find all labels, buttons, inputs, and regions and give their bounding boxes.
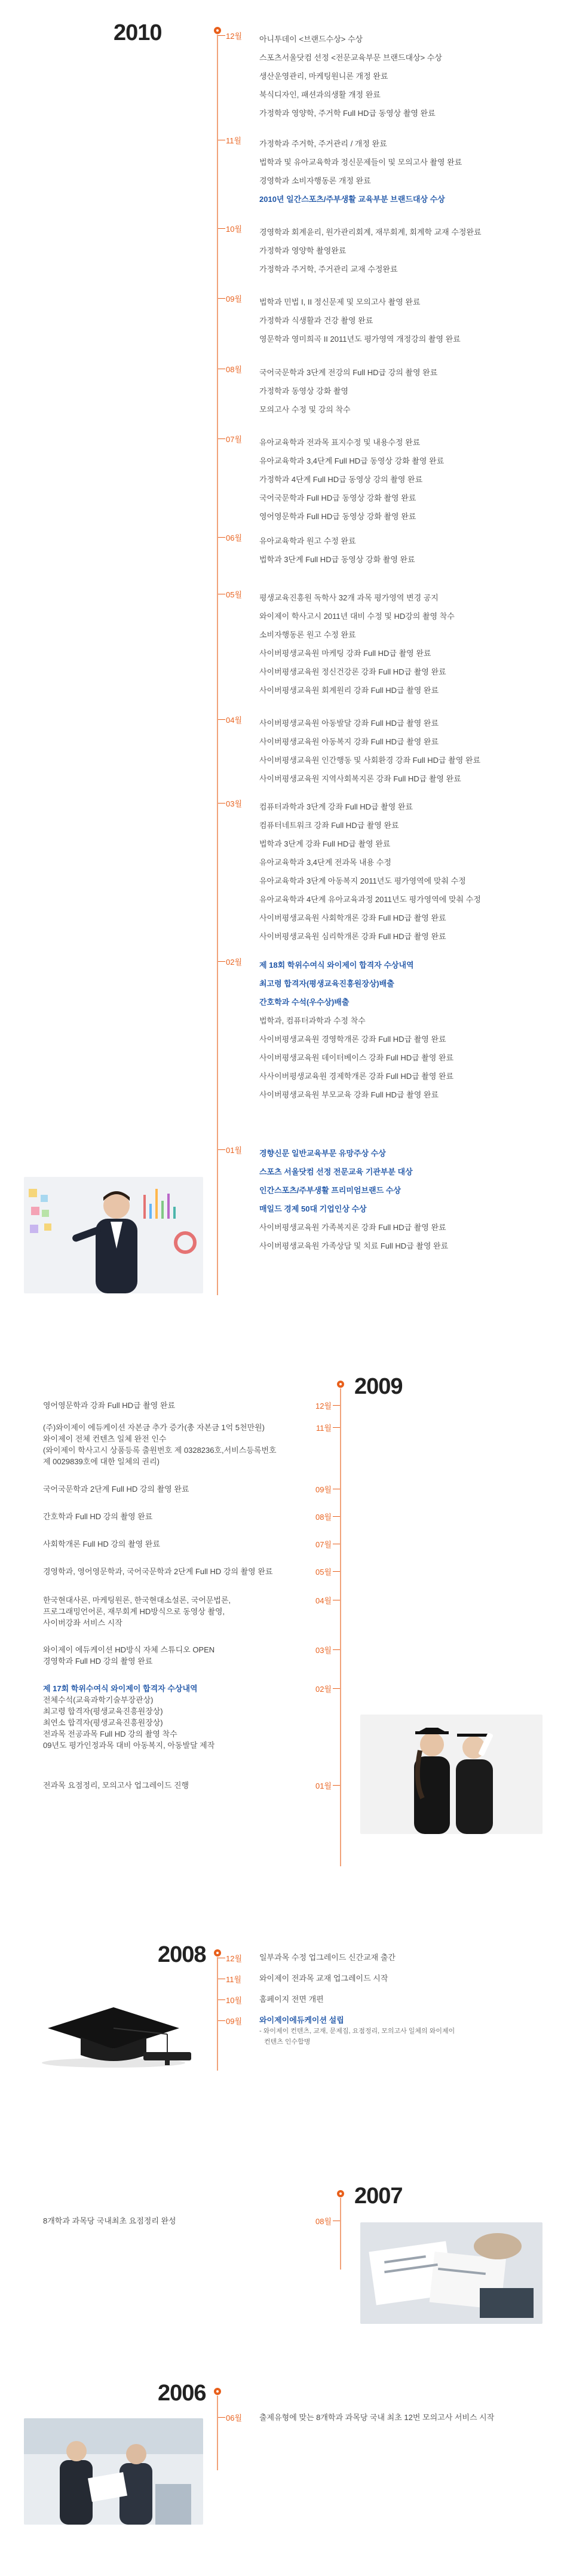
timeline-entry: 전체수석(교육과학기술부장관상) xyxy=(43,1695,154,1704)
timeline-entry: 제 18회 학위수여식 와이제이 합격자 수상내역 xyxy=(259,961,414,970)
timeline-entry: 유아교육학과 원고 수정 완료 xyxy=(259,536,356,545)
timeline-entry: 사이버평생교육원 지역사회복지론 강좌 Full HD급 촬영 완료 xyxy=(259,774,461,783)
timeline-entry: 09년도 평가인정과목 대비 아동복지, 아동발달 제작 xyxy=(43,1741,215,1750)
month-label: 09월 xyxy=(226,295,243,303)
timeline-entry: 최고령 합격자(평생교육진흥원장상) xyxy=(43,1707,163,1716)
timeline-entry: 국어국문학과 2단계 Full HD 강의 촬영 완료 xyxy=(43,1485,189,1494)
month-label: 07월 xyxy=(226,435,243,444)
timeline-entry: 가정학과 주거학, 주거관리 / 개정 완료 xyxy=(259,139,387,148)
timeline-entry: 사이버평생교육원 인간행동 및 사회환경 강좌 Full HD급 촬영 완료 xyxy=(259,756,481,765)
month-tick-icon xyxy=(218,803,225,804)
month-tick-icon xyxy=(218,228,225,229)
month-label: 04월 xyxy=(315,1596,332,1605)
timeline-dot-icon xyxy=(214,2388,221,2395)
month-tick-icon xyxy=(218,2020,225,2021)
month-entries xyxy=(43,1483,357,1495)
year-2007-title: 2007 xyxy=(354,2184,403,2209)
month-label: 03월 xyxy=(226,799,243,808)
timeline-entry: 유아교육학과 전과목 표지수정 및 내용수정 완료 xyxy=(259,438,421,447)
timeline-entry: 8개학과 과목당 국내최초 요점정리 완성 xyxy=(43,2216,176,2225)
month-entries xyxy=(259,588,455,700)
month-label: 09월 xyxy=(315,1485,332,1494)
timeline-entry: 간호학과 Full HD 강의 촬영 완료 xyxy=(43,1512,153,1521)
timeline-entry: 영문학과 영미희곡 II 2011년도 평가영역 개정강의 촬영 완료 xyxy=(259,335,461,344)
year-2006-title: 2006 xyxy=(158,2381,206,2406)
timeline-entry: 컴퓨터과학과 3단계 강좌 Full HD급 촬영 완료 xyxy=(259,802,413,811)
timeline-entry: 제 17회 학위수여식 와이제이 합격자 수상내역 xyxy=(43,1684,198,1693)
timeline-entry: 국어국문학과 3단계 전강의 Full HD급 강의 촬영 완료 xyxy=(259,368,438,377)
month-entries xyxy=(43,1594,357,1629)
timeline-entry: 법학과 및 유아교육학과 정신문제들이 및 모의고사 촬영 완료 xyxy=(259,158,462,167)
month-label: 05월 xyxy=(226,590,243,599)
timeline-entry: 사이버평생교육원 정신건강론 강좌 Full HD급 촬영 완료 xyxy=(259,667,446,676)
month-entries xyxy=(259,30,442,122)
timeline-entry: 사이버평생교육원 심리학개론 강좌 Full HD급 촬영 완료 xyxy=(259,932,446,941)
timeline-entry: 사이버평생교육원 사회학개론 강좌 Full HD급 촬영 완료 xyxy=(259,913,446,922)
timeline-entry: 인간스포츠/주부생활 프리미엄브랜드 수상 xyxy=(259,1186,401,1195)
month-tick-icon xyxy=(218,298,225,299)
timeline-entry: 최고령 합격자(평생교육진흥원장상)배출 xyxy=(259,979,394,988)
timeline-entry: 간호학과 수석(우수상)배출 xyxy=(259,998,350,1007)
month-label: 10월 xyxy=(226,1996,243,2005)
timeline-entry: 스포츠서울닷컴 선정 <전문교육부문 브랜드대상> 수상 xyxy=(259,53,442,62)
businessman-photo xyxy=(24,1177,203,1293)
month-entries xyxy=(259,223,482,278)
timeline-entry: 북식디자인, 패션과의생활 개정 완료 xyxy=(259,90,381,99)
month-entries xyxy=(43,1780,357,1791)
timeline-line-2008 xyxy=(217,1957,218,2071)
timeline-entry: 사이버평생교육원 부모교육 강좌 Full HD급 촬영 완료 xyxy=(259,1090,439,1099)
timeline-entry: 컴퓨터네트워크 강좌 Full HD급 촬영 완료 xyxy=(259,821,399,830)
timeline-entry: 사회학개론 Full HD 강의 촬영 완료 xyxy=(43,1540,160,1548)
month-entries xyxy=(259,363,437,419)
timeline-entry: 아니투데이 <브랜드수상> 수상 xyxy=(259,35,363,44)
month-label: 09월 xyxy=(226,2017,243,2026)
timeline-entry: 제 0029839호에 대한 일체의 권리) xyxy=(43,1457,160,1466)
timeline-dot-icon xyxy=(214,1949,221,1956)
timeline-entry: 가정학과 영양학, 주거학 Full HD급 동영상 촬영 완료 xyxy=(259,109,436,118)
timeline-entry: 홈페이지 전면 개편 xyxy=(259,1995,324,2004)
timeline-entry: 가정학과 주거학, 주거관리 교재 수정완료 xyxy=(259,265,398,274)
timeline-dot-icon xyxy=(214,27,221,34)
month-entries xyxy=(43,1644,357,1667)
timeline-entry: 가정학과 영양학 촬영완료 xyxy=(259,246,347,255)
month-entries xyxy=(259,2412,494,2423)
timeline-entry: 사이버평생교육원 데이터베이스 강좌 Full HD급 촬영 완료 xyxy=(259,1053,454,1062)
timeline-entry: 일부과목 수정 업그레이드 신간교재 출간 xyxy=(259,1953,396,1962)
month-label: 12월 xyxy=(315,1402,332,1410)
timeline-entry: 유아교육학과 3단계 아동복지 2011년도 평가영역에 맞춰 수정 xyxy=(259,876,466,885)
month-label: 08월 xyxy=(315,1513,332,1522)
timeline-entry: 유아교육학과 3,4단계 Full HD급 동영상 강화 촬영 완료 xyxy=(259,456,445,465)
timeline-entry: 법학과 3단계 강좌 Full HD급 촬영 완료 xyxy=(259,839,391,848)
month-entries xyxy=(43,1422,357,1467)
timeline-entry: (주)와이제이 에듀케이션 자본금 추가 증가(총 자본금 1억 5천만원) xyxy=(43,1423,265,1432)
month-entries xyxy=(259,1144,448,1255)
month-label: 03월 xyxy=(315,1646,332,1655)
timeline-entry: 사이버평생교육원 마케팅 강좌 Full HD급 촬영 완료 xyxy=(259,649,431,658)
month-entries xyxy=(43,1511,357,1522)
timeline-entry: 평생교육진흥원 독학사 32개 과목 평가영역 변경 공지 xyxy=(259,593,439,602)
month-entries xyxy=(43,1400,357,1411)
timeline-entry: 경영학과, 영어영문학과, 국어국문학과 2단계 Full HD 강의 촬영 완료 xyxy=(43,1567,273,1576)
month-label: 02월 xyxy=(315,1685,332,1694)
month-tick-icon xyxy=(218,537,225,538)
month-entries xyxy=(259,1952,396,1963)
timeline-entry: 영어영문학과 강좌 Full HD급 촬영 완료 xyxy=(43,1401,176,1410)
month-entries xyxy=(43,1538,357,1550)
month-label: 06월 xyxy=(226,2414,243,2422)
month-label: 07월 xyxy=(315,1540,332,1549)
month-label: 12월 xyxy=(226,1954,243,1963)
timeline-entry: 사이버평생교육원 경영학개론 강좌 Full HD급 촬영 완료 xyxy=(259,1035,446,1044)
timeline-entry: 와이제이 전과목 교재 업그레이드 시작 xyxy=(259,1974,388,1983)
timeline-entry: 사이버강좌 서비스 시작 xyxy=(43,1618,122,1627)
timeline-entry: 컨텐츠 인수합병 xyxy=(264,2038,311,2046)
month-entries xyxy=(43,1566,357,1577)
timeline-entry: 사이버평생교육원 회계원리 강좌 Full HD급 촬영 완료 xyxy=(259,686,439,695)
month-tick-icon xyxy=(218,35,225,36)
month-entries xyxy=(43,2215,357,2227)
timeline-dot-icon xyxy=(337,2190,344,2197)
month-label: 08월 xyxy=(315,2217,332,2226)
timeline-entry: 경향신문 일반교육부문 유망주상 수상 xyxy=(259,1149,386,1158)
month-tick-icon xyxy=(218,1149,225,1150)
timeline-entry: 생산운영관리, 마케팅원니론 개정 완료 xyxy=(259,72,388,81)
timeline-entry: 프로그래밍언어론, 재무회계 HD방식으로 동영상 촬영, xyxy=(43,1607,225,1616)
year-2010-title: 2010 xyxy=(114,20,162,45)
timeline-entry: 전과목 요점정리, 모의고사 업그레이드 진행 xyxy=(43,1781,189,1790)
timeline-entry: 출제유형에 맞는 8개학과 과목당 국내 최초 12번 모의고사 서비스 시작 xyxy=(259,2413,495,2422)
month-label: 11월 xyxy=(226,1975,242,1984)
timeline-entry: 가정학과 식생활과 건강 촬영 완료 xyxy=(259,316,373,325)
timeline-entry: 한국현대사론, 마케팅원론, 한국현대소설론, 국어문법론, xyxy=(43,1596,231,1605)
timeline-entry: 법학과 3단계 Full HD급 동영상 강화 촬영 완료 xyxy=(259,555,415,564)
timeline-entry: (와이제이 학사고시 상품등록 출원번호 제 0328236호,서비스등록번호 xyxy=(43,1446,277,1455)
month-entries xyxy=(259,1994,324,2005)
graduation-cap-photo xyxy=(24,1992,203,2076)
timeline-entry: 국어국문학과 Full HD급 동영상 강화 촬영 완료 xyxy=(259,493,416,502)
timeline-entry: 매일드 경제 50대 기업인상 수상 xyxy=(259,1204,367,1213)
month-label: 05월 xyxy=(315,1568,332,1577)
timeline-entry: 사이버평생교육원 아동복지 강좌 Full HD급 촬영 완료 xyxy=(259,737,439,746)
month-tick-icon xyxy=(218,719,225,720)
timeline-entry: 가정학과 동영상 강화 촬영 xyxy=(259,387,348,395)
timeline-entry: 소비자행동론 원고 수정 완료 xyxy=(259,630,356,639)
year-2009-title: 2009 xyxy=(354,1374,403,1399)
month-label: 01월 xyxy=(315,1781,332,1790)
timeline-entry: 경영학과 회계윤리, 원가관리회계, 재무회계, 회계학 교재 수정완료 xyxy=(259,228,482,237)
timeline-entry: 법학과 민법 I, II 정신문제 및 모의고사 촬영 완료 xyxy=(259,298,421,306)
timeline-entry: 영어영문학과 Full HD급 동영상 강화 촬영 완료 xyxy=(259,512,416,521)
month-entries xyxy=(259,293,461,348)
timeline-entry: 최연소 합격자(평생교육진흥원장상) xyxy=(43,1718,163,1727)
month-entries xyxy=(259,714,480,788)
month-label: 06월 xyxy=(226,533,243,542)
month-label: 08월 xyxy=(226,365,243,374)
timeline-entry: 경영학과 소비자행동론 개정 완료 xyxy=(259,176,371,185)
timeline-entry: 스포츠 서울닷컴 선정 전문교육 기관부분 대상 xyxy=(259,1167,413,1176)
month-entries xyxy=(259,433,444,526)
timeline-entry: 와이제이 전체 컨텐츠 일체 완전 인수 xyxy=(43,1434,167,1443)
office-meeting-photo xyxy=(24,2418,203,2525)
timeline-entry: 사이버평생교육원 가족복지론 강좌 Full HD급 촬영 완료 xyxy=(259,1223,446,1232)
month-tick-icon xyxy=(218,2417,225,2418)
graduates-photo xyxy=(360,1715,543,1834)
timeline-entry: 와이제이 학사고시 2011년 대비 수정 및 HD강의 촬영 착수 xyxy=(259,612,455,621)
month-entries xyxy=(259,2015,455,2047)
timeline-entry: 모의고사 수정 및 강의 착수 xyxy=(259,405,351,414)
timeline-entry: 사이버평생교육원 가족상담 및 치료 Full HD급 촬영 완료 xyxy=(259,1241,449,1250)
timeline-entry: 와이제이 에듀케이션 HD방식 자체 스튜디오 OPEN xyxy=(43,1645,215,1654)
month-tick-icon xyxy=(218,961,225,962)
timeline-entry: 유아교육학과 3,4단계 전과목 내용 수정 xyxy=(259,858,391,867)
timeline-entry: 경영학과 Full HD 강의 촬영 완료 xyxy=(43,1657,153,1666)
month-entries xyxy=(43,1683,357,1751)
timeline-line-2010 xyxy=(217,35,218,1295)
timeline-entry: 가정학과 4단계 Full HD급 동영상 강의 촬영 완료 xyxy=(259,475,423,484)
month-tick-icon xyxy=(218,438,225,439)
timeline-line-2007 xyxy=(340,2198,341,2270)
year-2008-title: 2008 xyxy=(158,1942,206,1967)
month-label: 01월 xyxy=(226,1146,243,1155)
month-label: 04월 xyxy=(226,716,243,725)
timeline-entry: - 와이제이 컨텐츠, 교재, 문제집, 요점정리, 모의고사 일체의 와이제이 xyxy=(259,2028,455,2035)
month-entries xyxy=(259,134,462,208)
timeline-dot-icon xyxy=(337,1381,344,1388)
month-entries xyxy=(259,1973,388,1984)
timeline-entry: 와이제이에듀케이션 설립 xyxy=(259,2016,344,2025)
month-label: 02월 xyxy=(226,958,243,967)
timeline-line-2006 xyxy=(217,2396,218,2470)
month-label: 10월 xyxy=(226,225,243,234)
timeline-entry: 법학과, 컴퓨터과학과 수정 착수 xyxy=(259,1016,366,1025)
month-label: 11월 xyxy=(315,1424,332,1433)
timeline-entry: 사이버평생교육원 아동발달 강좌 Full HD급 촬영 완료 xyxy=(259,719,439,728)
month-entries xyxy=(259,956,453,1104)
month-entries xyxy=(259,798,481,946)
timeline-entry: 2010년 일간스포츠/주부생활 교육부분 브랜드대상 수상 xyxy=(259,195,445,204)
timeline-entry: 사사이버평생교육원 경제학개론 강좌 Full HD급 촬영 완료 xyxy=(259,1072,454,1081)
month-label: 12월 xyxy=(226,32,243,41)
month-label: 11월 xyxy=(226,136,242,145)
document-work-photo xyxy=(360,2222,543,2324)
timeline-entry: 유아교육학과 4단계 유아교육과정 2011년도 평가영역에 맞춰 수정 xyxy=(259,895,481,904)
month-entries xyxy=(259,532,415,569)
timeline-entry: 전과목 전공과목 Full HD 강의 촬영 착수 xyxy=(43,1729,177,1738)
